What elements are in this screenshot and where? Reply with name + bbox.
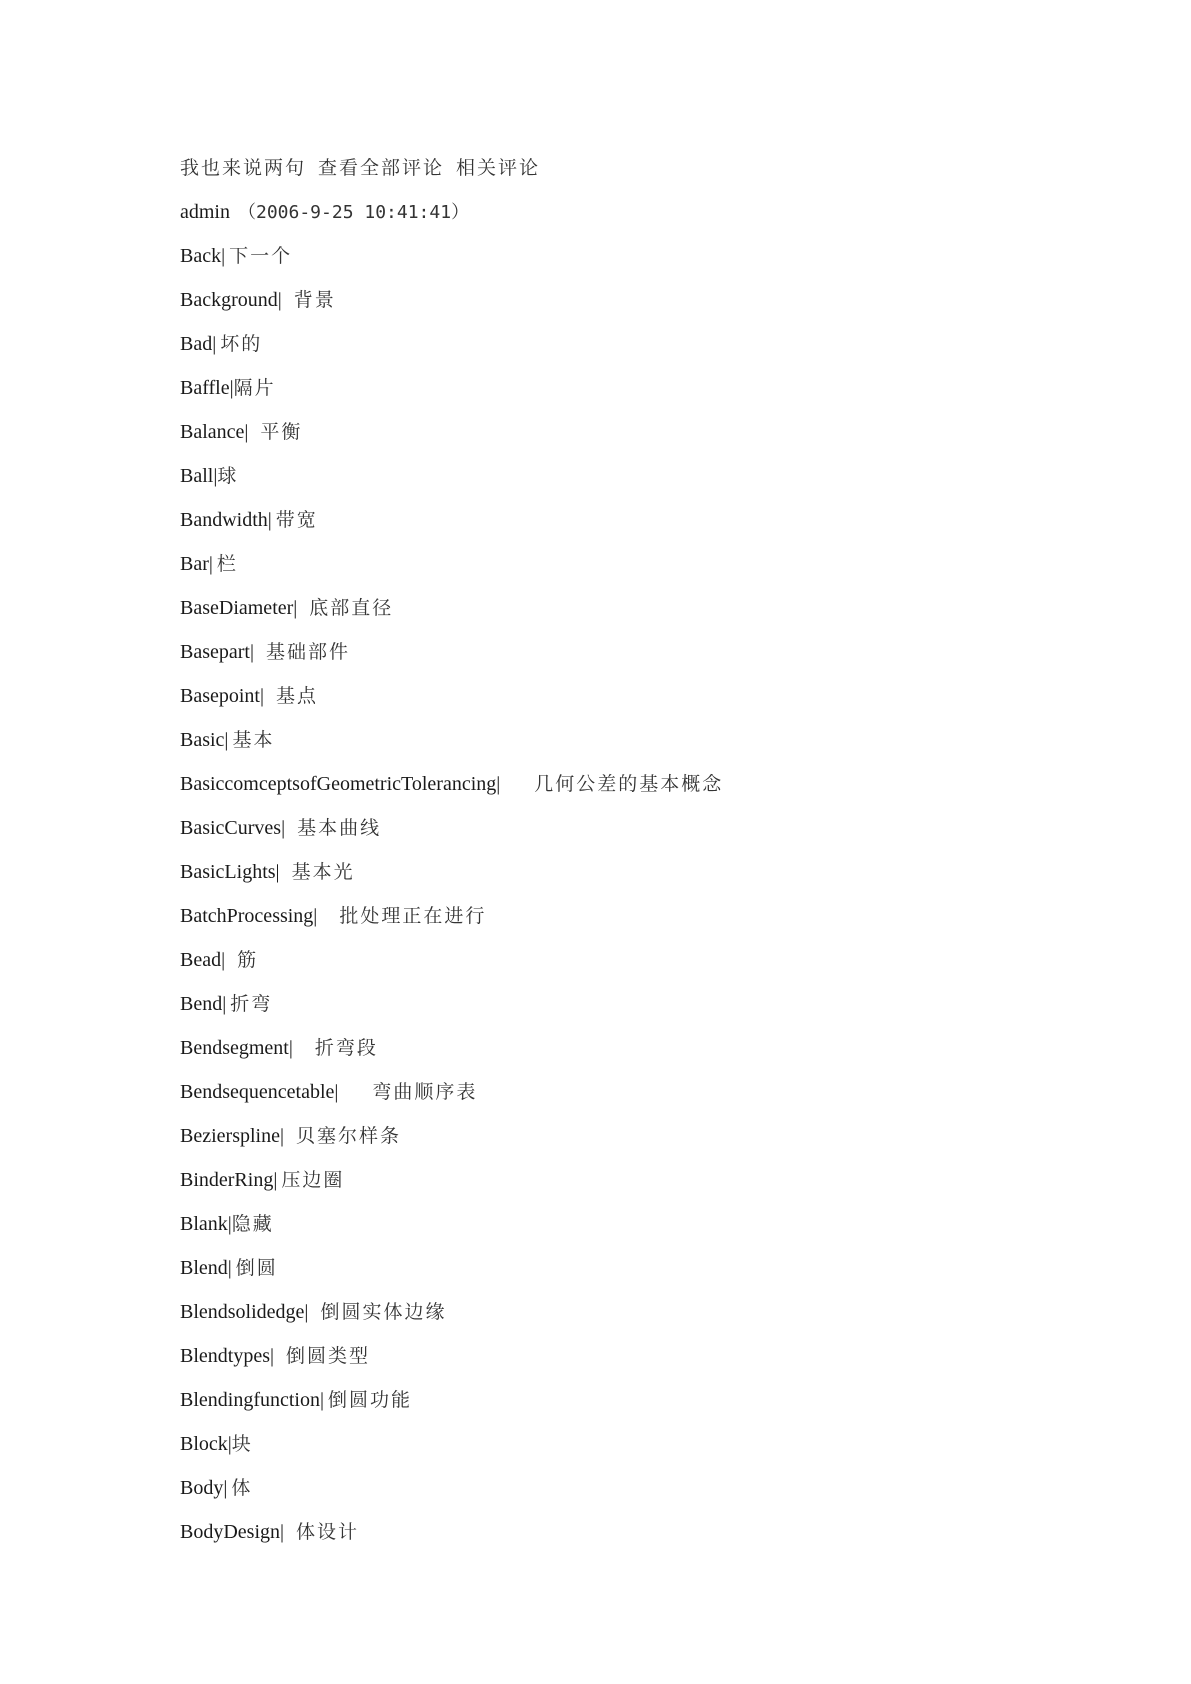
glossary-entry [180, 806, 1080, 850]
glossary-term-en: Bend| [180, 993, 227, 1015]
glossary-entry [180, 366, 1080, 410]
glossary-term-en: Basepart| [180, 641, 254, 663]
glossary-term-en: Blendingfunction| [180, 1389, 324, 1411]
glossary-entry [180, 982, 1080, 1026]
glossary-entry [180, 1026, 1080, 1070]
glossary-entry [180, 542, 1080, 586]
glossary-term-cn: 折弯 [230, 993, 273, 1015]
glossary-term-en: Ball| [180, 465, 218, 487]
view-all-comments-link[interactable]: 查看全部评论 [318, 157, 445, 179]
glossary-entry [180, 498, 1080, 542]
post-comment-link[interactable]: 我也来说两句 [180, 157, 307, 179]
glossary-entry [180, 630, 1080, 674]
glossary-entry [180, 762, 1080, 806]
glossary-term-cn: 块 [231, 1433, 253, 1455]
glossary-entry [180, 850, 1080, 894]
glossary-term-en: BodyDesign| [180, 1521, 285, 1543]
glossary-term-cn: 批处理正在进行 [339, 905, 487, 927]
glossary-term-en: Baffle| [180, 377, 234, 399]
comment-links-row [180, 146, 1080, 190]
glossary-term-en: Bar| [180, 553, 213, 575]
glossary-entry [180, 1334, 1080, 1378]
glossary-term-cn: 贝塞尔样条 [295, 1125, 401, 1147]
glossary-term-cn: 弯曲顺序表 [372, 1081, 478, 1103]
glossary-term-cn: 体设计 [296, 1521, 360, 1543]
glossary-term-en: BasiccomceptsofGeometricTolerancing| [180, 773, 501, 795]
glossary-term-cn: 倒圆类型 [286, 1345, 371, 1367]
glossary-entry [180, 278, 1080, 322]
glossary-term-cn: 体 [231, 1477, 253, 1499]
glossary-term-cn: 压边圈 [281, 1169, 345, 1191]
glossary-term-en: Bandwidth| [180, 509, 272, 531]
glossary-term-cn: 折弯段 [314, 1037, 378, 1059]
glossary-term-cn: 带宽 [275, 509, 318, 531]
glossary-entry [180, 718, 1080, 762]
glossary-entry [180, 1114, 1080, 1158]
glossary-term-en: Body| [180, 1477, 228, 1499]
glossary-entry [180, 1510, 1080, 1554]
related-comments-link[interactable]: 相关评论 [456, 157, 541, 179]
glossary-term-cn: 基本 [232, 729, 275, 751]
glossary-term-en: Background| [180, 289, 282, 311]
glossary-entry [180, 1202, 1080, 1246]
glossary-term-cn: 下一个 [229, 245, 293, 267]
glossary-term-en: BatchProcessing| [180, 905, 318, 927]
glossary-term-en: Bad| [180, 333, 217, 355]
glossary-term-en: Basepoint| [180, 685, 264, 707]
glossary-term-en: Blendtypes| [180, 1345, 274, 1367]
glossary-term-en: Basic| [180, 729, 229, 751]
glossary-entry [180, 1070, 1080, 1114]
glossary-term-cn: 基本光 [291, 861, 355, 883]
glossary-entry [180, 938, 1080, 982]
glossary-entry [180, 1246, 1080, 1290]
glossary-entry [180, 674, 1080, 718]
glossary-term-cn: 栏 [216, 553, 238, 575]
glossary-term-cn: 基础部件 [265, 641, 350, 663]
glossary-entry [180, 1158, 1080, 1202]
glossary-entry [180, 322, 1080, 366]
glossary-term-en: Bendsegment| [180, 1037, 293, 1059]
glossary-term-en: Bezierspline| [180, 1125, 284, 1147]
glossary-term-cn: 倒圆 [235, 1257, 278, 1279]
glossary-term-en: Back| [180, 245, 226, 267]
glossary-term-cn: 坏的 [220, 333, 263, 355]
glossary-term-cn: 球 [217, 465, 239, 487]
glossary-term-cn: 基本曲线 [297, 817, 382, 839]
comment-date: （2006-9-25 10:41:41） [238, 202, 470, 223]
glossary-entry [180, 1290, 1080, 1334]
glossary-term-en: Blendsolidedge| [180, 1301, 309, 1323]
glossary-term-cn: 平衡 [260, 421, 303, 443]
glossary-term-cn: 倒圆实体边缘 [320, 1301, 447, 1323]
glossary-entry [180, 410, 1080, 454]
glossary-term-cn: 倒圆功能 [327, 1389, 412, 1411]
glossary-entry [180, 1422, 1080, 1466]
glossary-entry [180, 234, 1080, 278]
glossary-term-en: BasicCurves| [180, 817, 286, 839]
glossary-term-en: Bendsequencetable| [180, 1081, 339, 1103]
glossary-term-en: Blank| [180, 1213, 232, 1235]
glossary-term-en: Blend| [180, 1257, 232, 1279]
glossary-entry [180, 894, 1080, 938]
glossary-term-cn: 隔片 [233, 377, 276, 399]
glossary-entry [180, 1466, 1080, 1510]
glossary-term-cn: 几何公差的基本概念 [534, 773, 724, 795]
document-content [180, 146, 1080, 1554]
comment-author: admin [180, 201, 230, 223]
glossary-entry [180, 1378, 1080, 1422]
glossary-term-cn: 隐藏 [231, 1213, 274, 1235]
glossary-term-en: BaseDiameter| [180, 597, 298, 619]
glossary-term-en: Bead| [180, 949, 226, 971]
glossary-term-en: BinderRing| [180, 1169, 278, 1191]
glossary-term-cn: 背景 [293, 289, 336, 311]
glossary-term-cn: 基点 [276, 685, 319, 707]
glossary-term-en: Block| [180, 1433, 232, 1455]
glossary-term-cn: 底部直径 [309, 597, 394, 619]
glossary-term-en: Balance| [180, 421, 249, 443]
glossary-entry [180, 586, 1080, 630]
glossary-term-en: BasicLights| [180, 861, 280, 883]
comment-meta [180, 190, 1080, 234]
glossary-term-cn: 筋 [237, 949, 259, 971]
glossary-entry [180, 454, 1080, 498]
